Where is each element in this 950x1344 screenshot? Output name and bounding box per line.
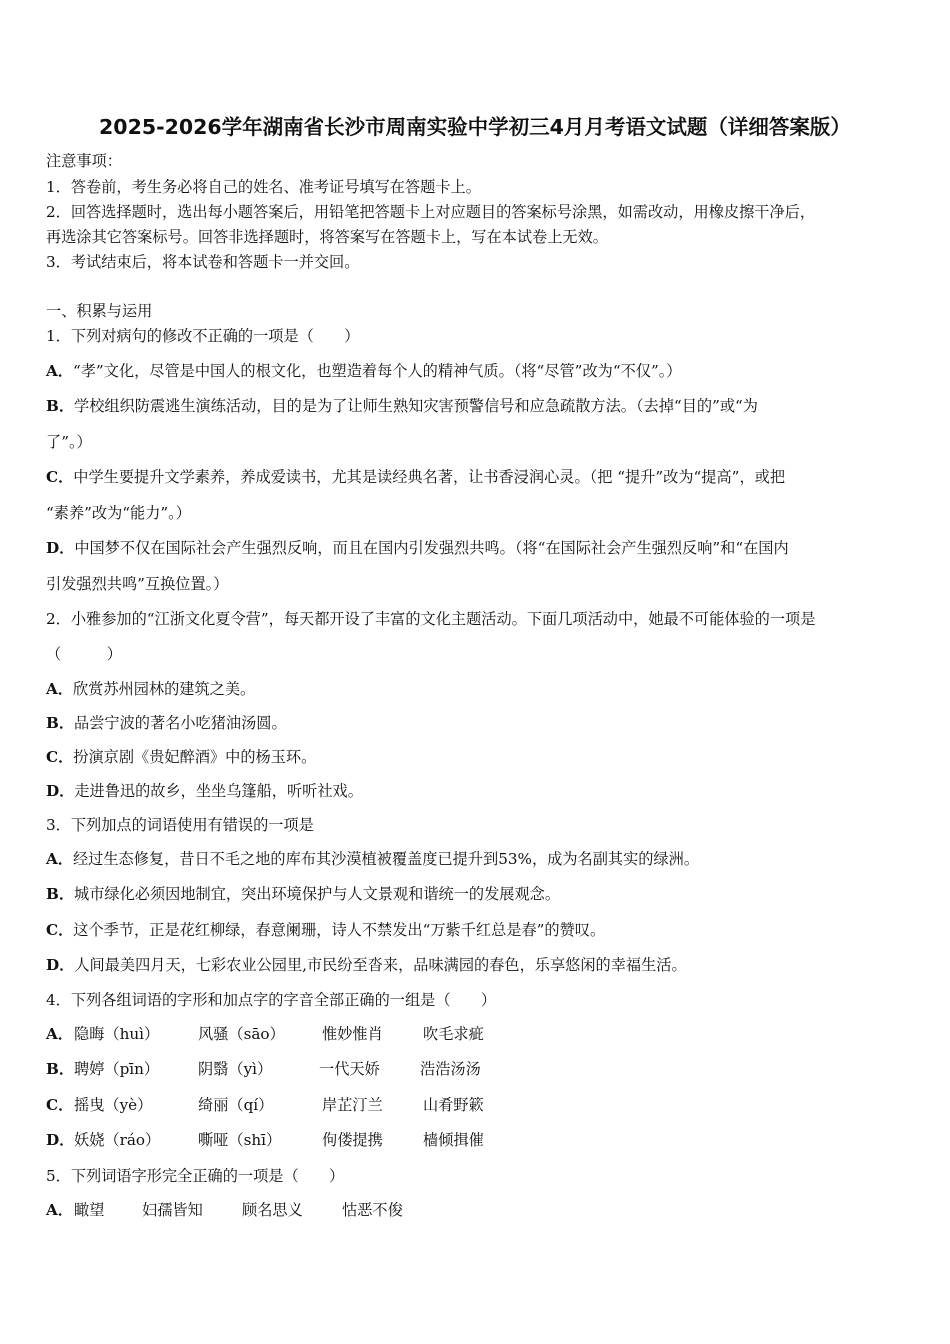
option-text: 中学生要提升文学素养，养成爱读书，尤其是读经典名著，让书香浸润心灵。（把 “提升”改为“提高”，或把 (73, 468, 786, 486)
option-b (46, 714, 287, 732)
word: 顾名思义 (242, 1201, 303, 1219)
option-letter: A． (46, 680, 73, 698)
option-letter: C． (46, 468, 74, 486)
question-5-stem: 5．下列词语字形完全正确的一项是（ ） (46, 1167, 345, 1185)
word: 怙恶不俊 (342, 1201, 403, 1219)
option-letter: B． (46, 714, 75, 732)
word: 嘶哑（shī） (198, 1131, 282, 1149)
option-c-cont: “素养”改为“能力”。） (46, 504, 191, 522)
option-text: 这个季节，正是花红柳绿，春意阑珊，诗人不禁发出“万紫千红总是春”的赞叹。 (73, 921, 606, 939)
page-title: 2025-2026学年湖南省长沙市周南实验中学初三4月月考语文试题（详细答案版） (99, 115, 851, 139)
word: 惟妙惟肖 (322, 1025, 383, 1043)
word: 浩浩汤汤 (420, 1060, 481, 1078)
word: 妖娆（ráo） (74, 1131, 161, 1149)
word: 岸芷汀兰 (322, 1096, 383, 1114)
word: 妇孺皆知 (142, 1201, 203, 1219)
word: 佝偻提携 (322, 1131, 383, 1149)
option-text: 经过生态修复，昔日不毛之地的库布其沙漠植被覆盖度已提升到53%，成为名副其实的绿洲。 (72, 850, 700, 868)
word: 隐晦（huì） (74, 1025, 160, 1043)
option-d (46, 539, 789, 557)
notice-item: 1．答卷前，考生务必将自己的姓名、准考证号填写在答题卡上。 (46, 178, 481, 196)
question-2-stem-cont: （ ） (46, 645, 122, 663)
option-letter: B． (46, 397, 75, 415)
option-c (46, 921, 605, 939)
option-letter: D． (46, 1131, 75, 1149)
notice-item: 2．回答选择题时，选出每小题答案后，用铅笔把答题卡上对应题目的答案标号涂黑，如需改动，用橡皮擦干净后， (46, 203, 816, 221)
option-letter: D． (46, 782, 75, 800)
notice-item: 再选涂其它答案标号。回答非选择题时，将答案写在答题卡上，写在本试卷上无效。 (46, 228, 608, 246)
option-text: 中国梦不仅在国际社会产生强烈反响，而且在国内引发强烈共鸣。（将“在国际社会产生强烈反响”和“在国内 (74, 539, 789, 557)
option-letter: D． (46, 539, 75, 557)
option-letter: A． (46, 1025, 73, 1043)
option-text: 走进鲁迅的故乡，坐坐乌篷船，听听社戏。 (74, 782, 363, 800)
option-text: 城市绿化必须因地制宜，突出环境保护与人文景观和谐统一的发展观念。 (74, 885, 561, 903)
option-letter: A． (46, 362, 73, 380)
option-d (46, 956, 687, 974)
option-row-b (46, 1060, 546, 1080)
option-letter: C． (46, 1096, 74, 1114)
word: 樯倾揖催 (423, 1131, 484, 1149)
notice-item: 3．考试结束后，将本试卷和答题卡一并交回。 (46, 253, 360, 271)
option-a (46, 850, 699, 868)
word: 风骚（sāo） (198, 1025, 285, 1043)
option-c (46, 748, 316, 766)
option-text: 扮演京剧《贵妃醉酒》中的杨玉环。 (73, 748, 317, 766)
option-letter: B． (46, 1060, 75, 1078)
option-text: 人间最美四月天，七彩农业公园里,市民纷至沓来，品味满园的春色，乐享悠闲的幸福生活。 (74, 956, 687, 974)
notice-heading: 注意事项： (46, 152, 122, 170)
option-b-cont: 了”。） (46, 433, 92, 451)
word: 瞰望 (74, 1201, 105, 1219)
option-d-cont: 引发强烈共鸣”互换位置。） (46, 575, 229, 593)
word: 聘婷（pīn） (74, 1060, 160, 1078)
section-heading: 一、积累与运用 (46, 302, 153, 320)
option-letter: C． (46, 748, 74, 766)
option-a (46, 680, 255, 698)
option-letter: A． (46, 1201, 73, 1219)
question-1-stem: 1．下列对病句的修改不正确的一项是（ ） (46, 327, 360, 345)
option-a (46, 362, 682, 380)
option-text: 品尝宁波的著名小吃猪油汤圆。 (74, 714, 287, 732)
option-text: “孝”文化，尽管是中国人的根文化，也塑造着每个人的精神气质。（将“尽管”改为“不仅”。） (72, 362, 682, 380)
option-text: 欣赏苏州园林的建筑之美。 (72, 680, 256, 698)
option-d (46, 782, 363, 800)
question-4-stem: 4．下列各组词语的字形和加点字的字音全部正确的一组是（ ） (46, 991, 497, 1009)
option-c (46, 468, 785, 486)
option-letter: C． (46, 921, 74, 939)
option-letter: D． (46, 956, 75, 974)
word: 吹毛求疵 (423, 1025, 484, 1043)
word: 摇曳（yè） (74, 1096, 153, 1114)
option-letter: B． (46, 885, 75, 903)
option-row-c (46, 1096, 546, 1116)
question-2-stem: 2．小雅参加的“江浙文化夏令营”，每天都开设了丰富的文化主题活动。下面几项活动中，她最不可能体验的一项是 (46, 610, 816, 628)
option-b (46, 397, 758, 415)
option-b (46, 885, 560, 903)
question-3-stem: 3．下列加点的词语使用有错误的一项是 (46, 816, 314, 834)
option-row-a (46, 1201, 546, 1221)
word: 绮丽（qí） (198, 1096, 274, 1114)
word: 一代天娇 (319, 1060, 380, 1078)
option-row-a (46, 1025, 546, 1045)
word: 阴翳（yì） (198, 1060, 273, 1078)
option-row-d (46, 1131, 546, 1151)
word: 山肴野簌 (423, 1096, 484, 1114)
option-letter: A． (46, 850, 73, 868)
option-text: 学校组织防震逃生演练活动，目的是为了让师生熟知灾害预警信号和应急疏散方法。（去掉“目的”或“为 (74, 397, 758, 415)
